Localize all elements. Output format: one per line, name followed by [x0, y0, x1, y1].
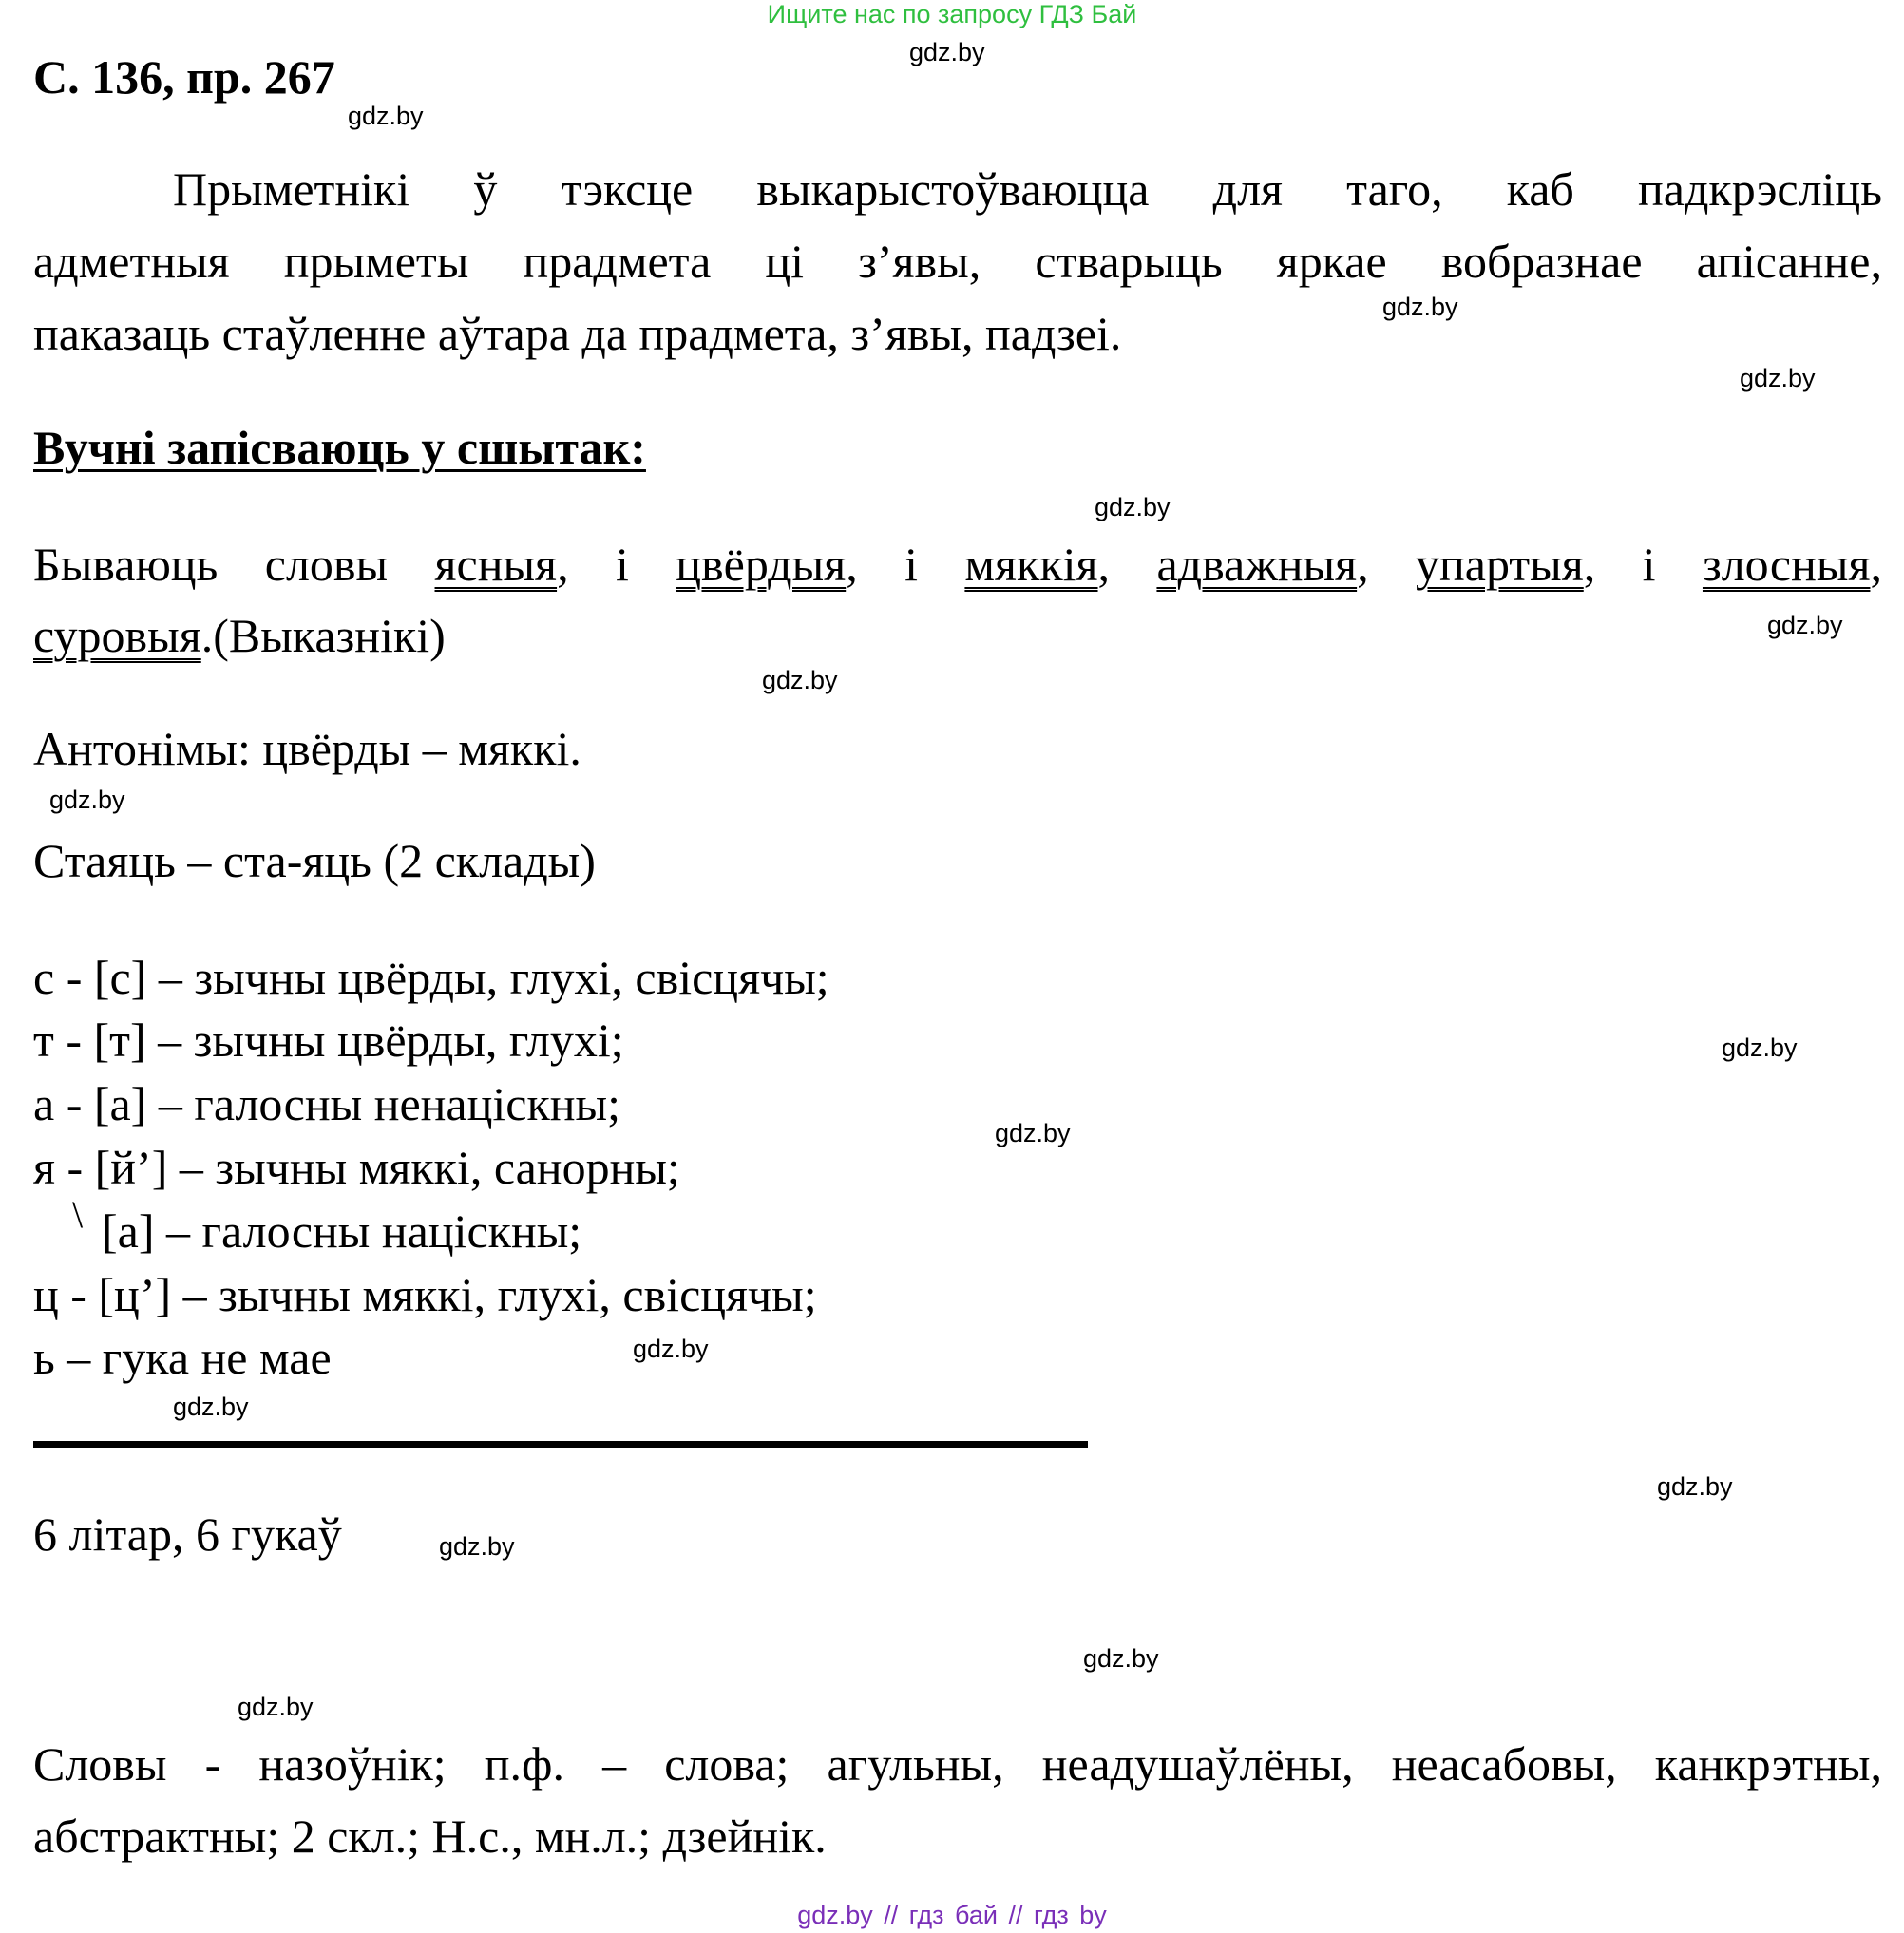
sentence-sep: , [1097, 538, 1157, 591]
phonetic-line-s: с - [с] – зычны цвёрды, глухі, свісцячы; [33, 951, 829, 1004]
predicate-word: мяккія [964, 538, 1098, 591]
syllables-line: Стаяць – ста-яць (2 склады) [33, 834, 596, 887]
sentence-line-1 [33, 528, 1882, 601]
noun-line-1: Словы - назоўнік; п.ф. – слова; агульны, неадушаўлёны, неасабовы, канкрэтны, [33, 1737, 1882, 1791]
watermark: gdz.by [1740, 364, 1816, 392]
divider-rule [33, 1441, 1088, 1448]
intro-line-1 [33, 153, 1882, 226]
sentence-sep: , і [846, 538, 965, 591]
watermark: gdz.by [762, 666, 838, 694]
watermark: gdz.by [348, 102, 424, 130]
intro-line-2: адметныя прыметы прадмета ці з’явы, стварыць яркае вобразнае апісанне, [33, 235, 1882, 288]
watermark: gdz.by [238, 1693, 314, 1721]
watermark: gdz.by [1767, 611, 1843, 639]
sentence-sep: , і [557, 538, 676, 591]
phonetic-line-a: а - [а] – галосны ненаціскны; [33, 1077, 620, 1130]
predicate-word: адважныя [1156, 538, 1358, 591]
watermark: gdz.by [1722, 1033, 1798, 1062]
sentence-sep: , [1870, 538, 1882, 591]
watermark: gdz.by [1083, 1644, 1159, 1673]
phonetic-branch-mark: \ [72, 1193, 84, 1236]
antonyms-line: Антонімы: цвёрды – мяккі. [33, 722, 581, 775]
section-heading: Вучні запісваюць у сшытак: [33, 421, 646, 474]
predicate-word: злосныя [1702, 538, 1871, 591]
watermark: gdz.by [995, 1119, 1071, 1147]
sentence-sep: , і [1583, 538, 1703, 591]
watermark: gdz.by [439, 1532, 515, 1561]
watermark: gdz.by [1095, 493, 1171, 521]
count-line: 6 літар, 6 гукаў [33, 1507, 342, 1561]
sentence-line-2 [33, 608, 446, 663]
top-banner: Ищите нас по запросу ГДЗ Бай [767, 0, 1137, 28]
predicate-word: упартыя [1416, 538, 1584, 591]
watermark: gdz.by [633, 1335, 709, 1363]
phonetic-line-t: т - [т] – зычны цвёрды, глухі; [33, 1014, 624, 1067]
phonetic-line-soft-sign: ь – гука не мае [33, 1331, 332, 1384]
watermark: gdz.by [909, 38, 985, 66]
predicate-word: ясныя [434, 538, 558, 591]
predicate-word: суровыя [33, 609, 201, 662]
watermark: gdz.by [1657, 1472, 1733, 1501]
intro-line-3: паказаць стаўленне аўтара да прадмета, з’явы, падзеі. [33, 307, 1122, 360]
phonetic-line-ya: я - [й’] – зычны мяккі, санорны; [33, 1141, 680, 1194]
watermark: gdz.by [1382, 293, 1458, 321]
footer-links: gdz.by // гдз бай // гдз by [797, 1901, 1107, 1929]
phonetic-line-ts: ц - [ц’] – зычны мяккі, глухі, свісцячы; [33, 1268, 817, 1321]
phonetic-line-ya-vowel: [а] – галосны націскны; [102, 1204, 582, 1258]
noun-line-2: абстрактны; 2 скл.; Н.с., мн.л.; дзейнік. [33, 1810, 827, 1863]
sentence-start: Бываюць словы [33, 538, 435, 591]
watermark: gdz.by [49, 786, 125, 814]
sentence-sep: , [1357, 538, 1417, 591]
page-title: С. 136, пр. 267 [33, 50, 335, 104]
watermark: gdz.by [173, 1393, 249, 1421]
intro-line-1-text: Прыметнікі ў тэксце выкарыстоўваюцца для таго, каб падкрэсліць [173, 162, 1882, 216]
predicate-word: цвёрдыя [676, 538, 847, 591]
sentence-end: .(Выказнікі) [200, 609, 446, 662]
